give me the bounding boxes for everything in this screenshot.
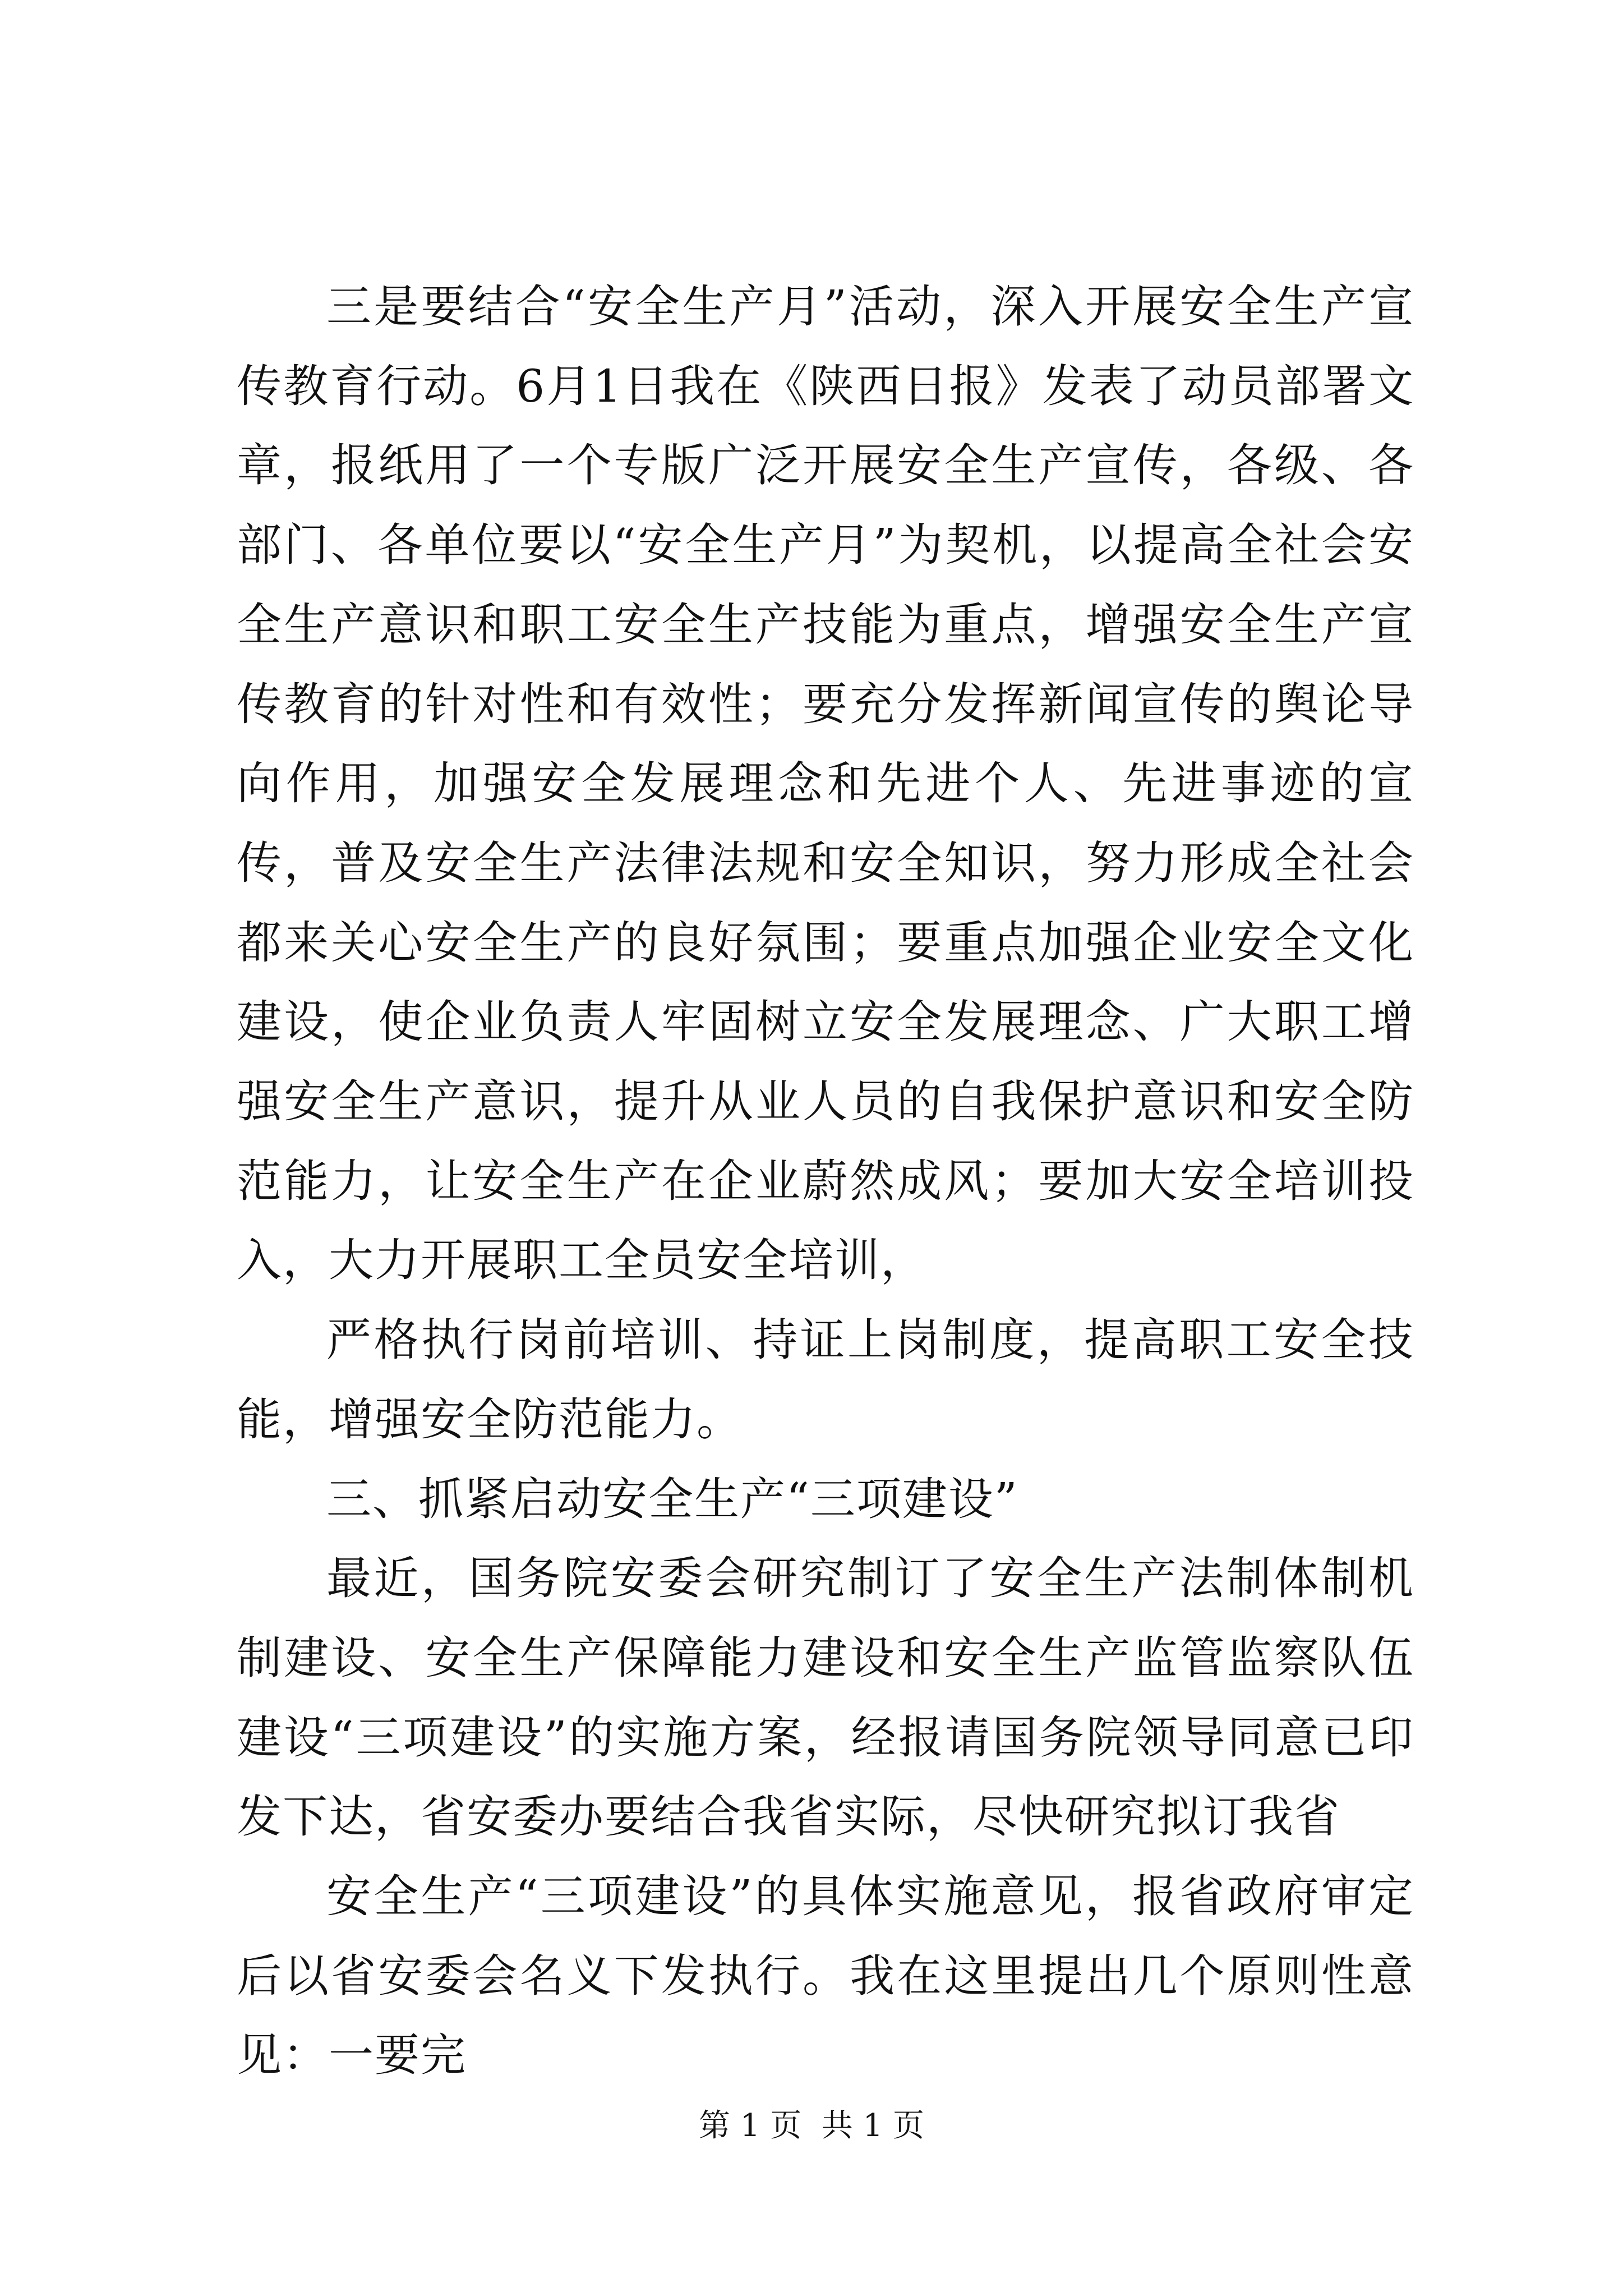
section-heading-three-constructions: 三、抓紧启动安全生产“三项建设”	[326, 1473, 1018, 1525]
paragraph-safety-month: 三是要结合“安全生产月”活动，深入开展安全生产宣传教育行动。6月1日我在《陕西日报》发表了动员部署文章，报纸用了一个专版广泛开展安全生产宣传，各级、各部门、各单位要以“安全生产月”为契机，以提高全社会安全生产意识和职工安全生产技能为重点，增强安全生产宣传教育的针对性和有效性；要充分发挥新闻宣传的舆论导向作用，加强安全发展理念和先进个人、先进事迹的宣传，普及安全生产法律法规和安全知识，努力形成全社会都来关心安全生产的良好氛围；要重点加强企业安全文化建设，使企业负责人牢固树立安全发展理念、广大职工增强安全生产意识，提升从业人员的自我保护意识和安全防范能力，让安全生产在企业蔚然成风；要加大安全培训投入，大力开展职工全员安全培训，	[237, 280, 1414, 1287]
paragraph-state-council-plan: 最近，国务院安委会研究制订了安全生产法制体制机制建设、安全生产保障能力建设和安全生产监管监察队伍建设“三项建设”的实施方案，经报请国务院领导同意已印发下达，省安委办要结合我省实际，尽快研究拟订我省	[237, 1552, 1414, 1843]
page-number-footer: 第 1 页 共 1 页	[698, 2108, 925, 2144]
paragraph-implementation-opinions: 安全生产“三项建设”的具体实施意见，报省政府审定后以省安委会名义下发执行。我在这里提出几个原则性意见：一要完	[237, 1870, 1414, 2082]
document-body	[237, 267, 1414, 2095]
paragraph-training: 严格执行岗前培训、持证上岗制度，提高职工安全技能，增强安全防范能力。	[237, 1314, 1414, 1446]
